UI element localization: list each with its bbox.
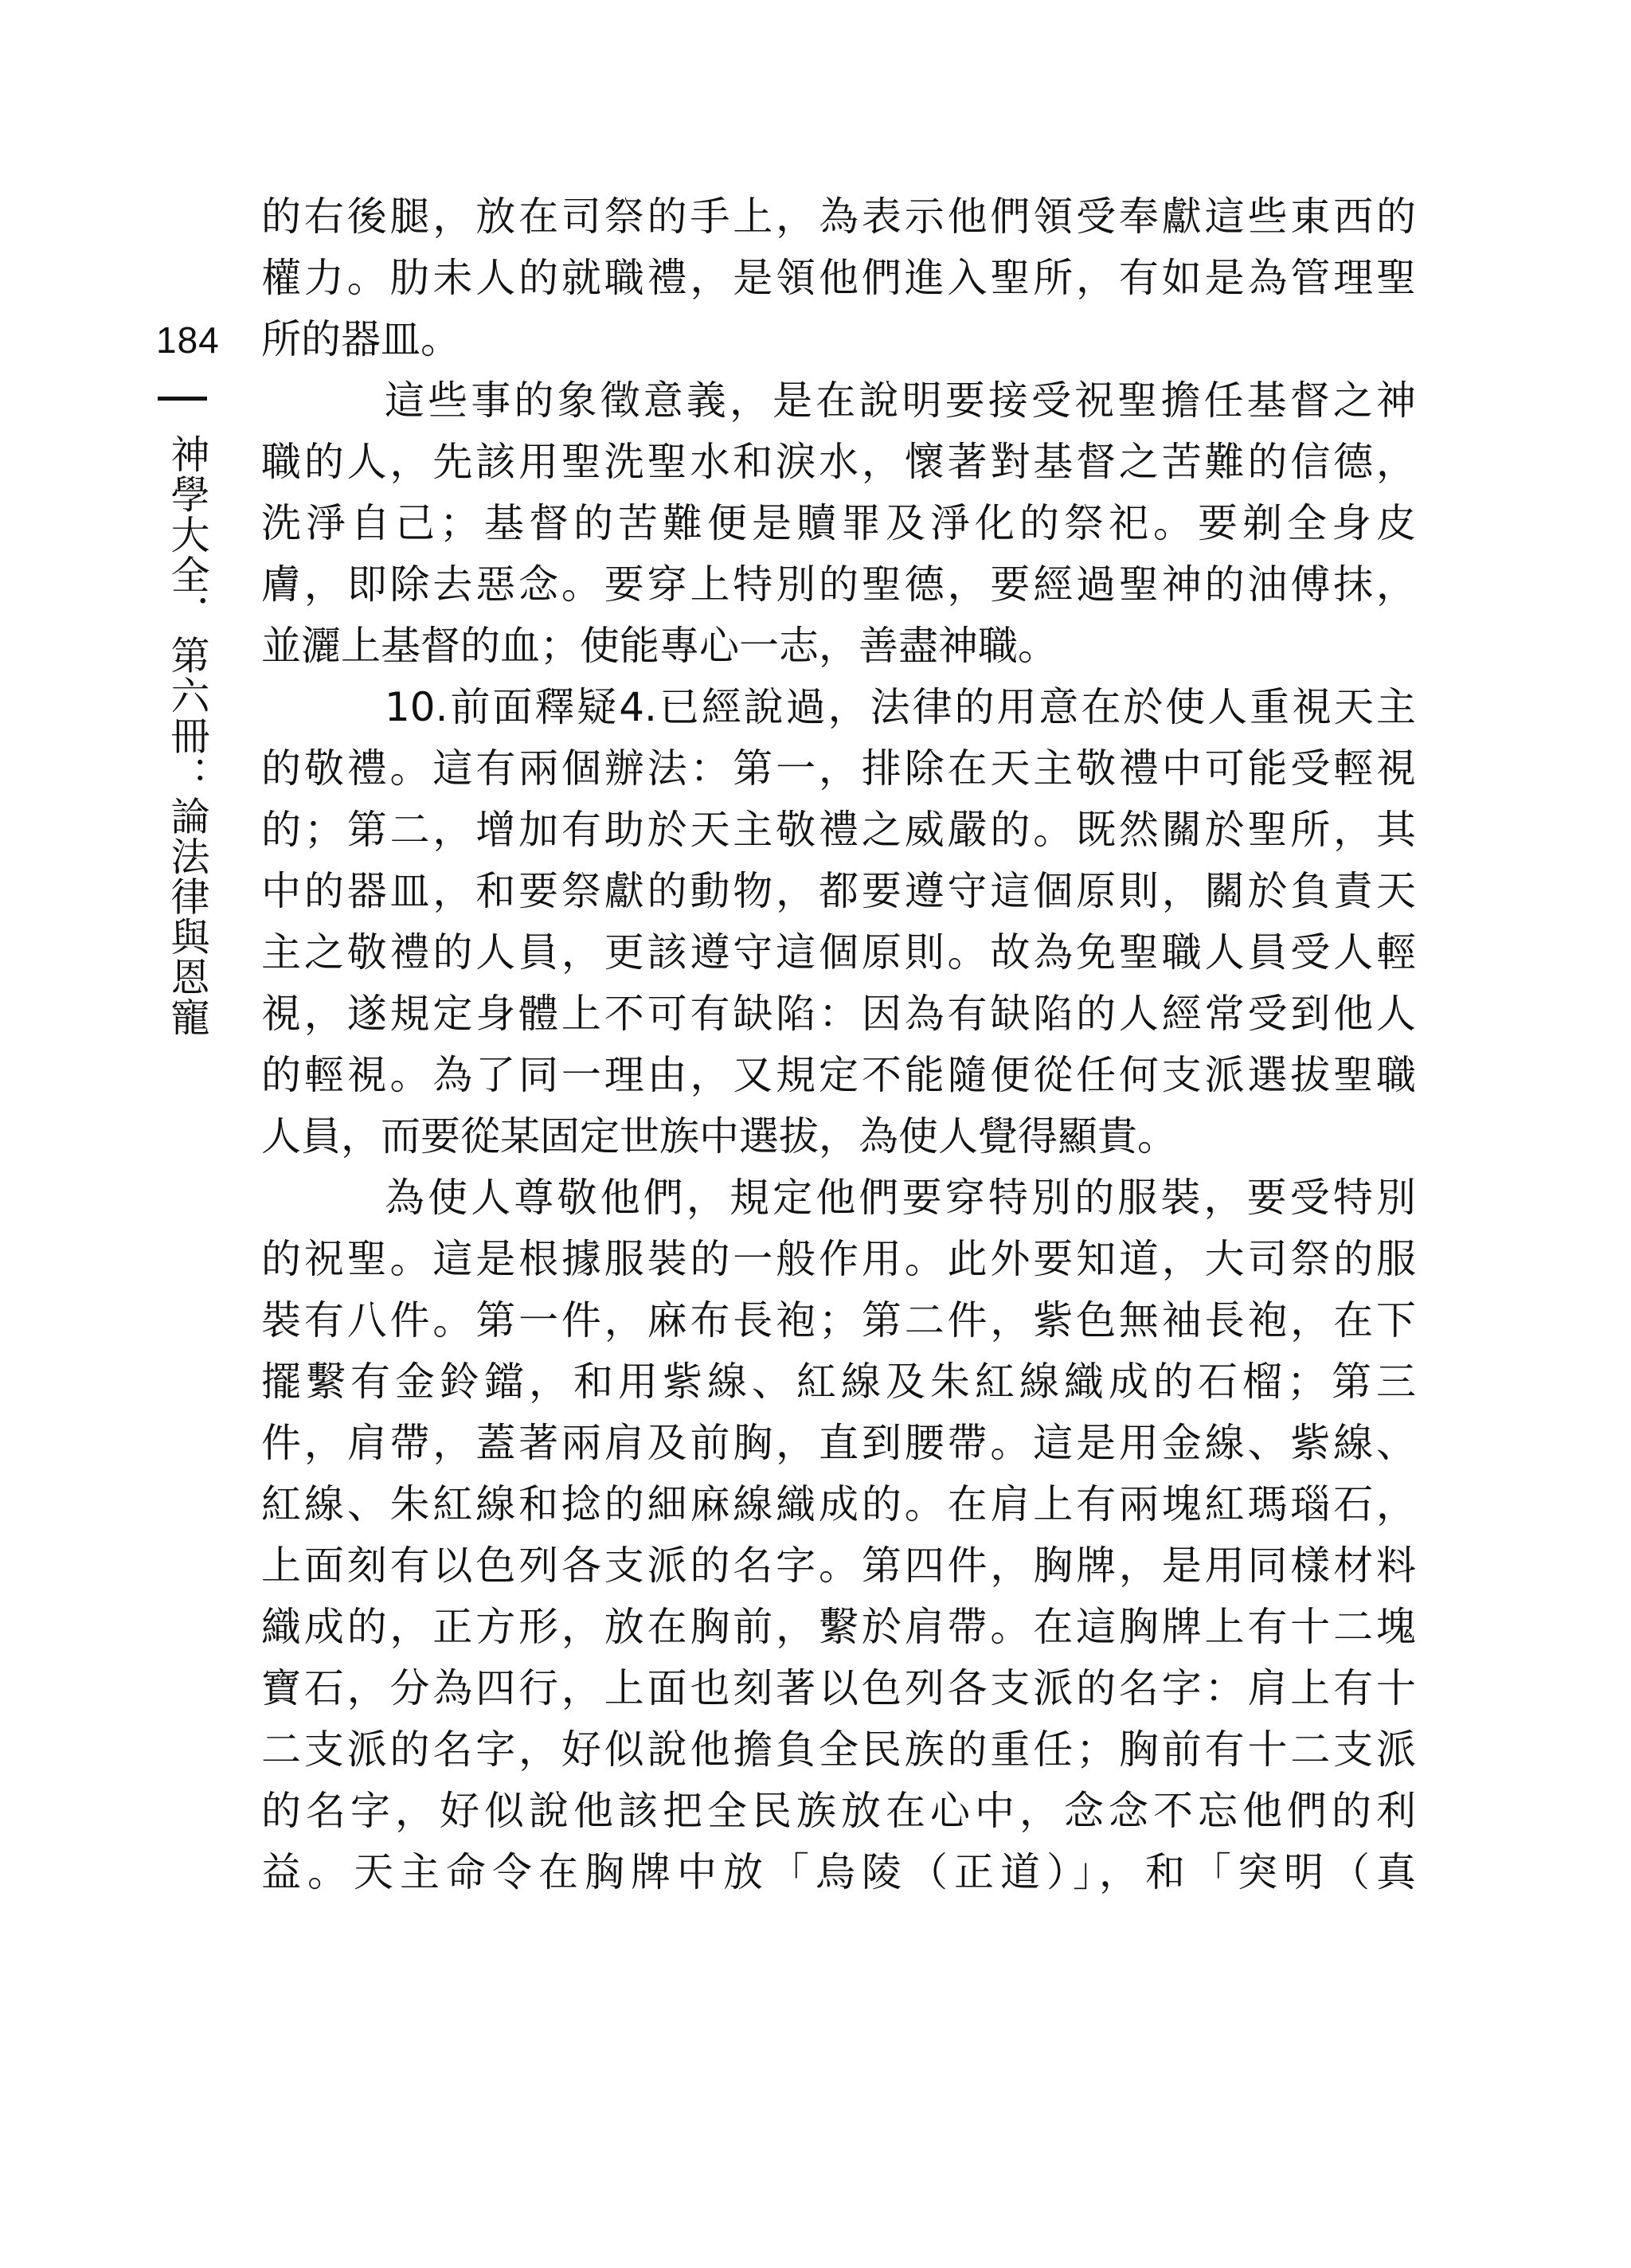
text-line: 權力。肋未人的就職禮，是領他們進入聖所，有如是為管理聖 [261,255,1416,301]
body-text [261,186,1416,1903]
text-line: 上面刻有以色列各支派的名字。第四件，胸牌，是用同樣材料 [261,1543,1416,1589]
text-line: 視，遂規定身體上不可有缺陷：因為有缺陷的人經常受到他人 [261,991,1416,1037]
text-line: 的右後腿，放在司祭的手上，為表示他們領受奉獻這些東西的 [261,194,1416,240]
page-number: 184 [156,319,220,361]
text-line: 所的器皿。 [261,316,460,362]
text-line: 裝有八件。第一件，麻布長袍；第二件，紫色無袖長袍，在下 [261,1297,1416,1343]
running-head-rule [158,397,207,401]
text-line: 的祝聖。這是根據服裝的一般作用。此外要知道，大司祭的服 [261,1236,1416,1282]
running-head: 神學大全．第六冊：論法律與恩寵 [165,434,210,1038]
text-line: 織成的，正方形，放在胸前，繫於肩帶。在這胸牌上有十二塊 [261,1604,1416,1650]
text-line: 件，肩帶，蓋著兩肩及前胸，直到腰帶。這是用金線、紫線、 [261,1420,1416,1466]
text-line: 的敬禮。這有兩個辦法：第一，排除在天主敬禮中可能受輕視 [261,745,1416,792]
text-line: 二支派的名字，好似說他擔負全民族的重任；胸前有十二支派 [261,1726,1416,1773]
text-line: 紅線、朱紅線和捻的細麻線織成的。在肩上有兩塊紅瑪瑙石， [261,1481,1416,1527]
text-line: 為使人尊敬他們，規定他們要穿特別的服裝，要受特別 [385,1175,1416,1221]
text-line: 中的器皿，和要祭獻的動物，都要遵守這個原則，關於負責天 [261,868,1416,914]
text-line: 人員，而要從某固定世族中選拔，為使人覺得顯貴。 [261,1113,1177,1159]
text-line: 益。天主命令在胸牌中放「烏陵（正道）」，和「突明（真 [261,1849,1416,1895]
text-line: 的輕視。為了同一理由，又規定不能隨便從任何支派選拔聖職 [261,1052,1416,1098]
text-line: 寶石，分為四行，上面也刻著以色列各支派的名字：肩上有十 [261,1665,1416,1711]
text-line: 膚，即除去惡念。要穿上特別的聖德，要經過聖神的油傅抹， [261,561,1416,608]
text-line: 的名字，好似說他該把全民族放在心中，念念不忘他們的利 [261,1788,1416,1834]
text-line: 職的人，先該用聖洗聖水和淚水，懷著對基督之苦難的信德， [261,439,1416,485]
text-line: 擺繫有金鈴鐺，和用紫線、紅線及朱紅線織成的石榴；第三 [261,1359,1416,1405]
text-line: 10.前面釋疑4.已經說過，法律的用意在於使人重視天主 [385,684,1416,730]
text-line: 主之敬禮的人員，更該遵守這個原則。故為免聖職人員受人輕 [261,929,1416,976]
text-line: 並灑上基督的血；使能專心一志，善盡神職。 [261,623,1058,669]
text-line: 的；第二，增加有助於天主敬禮之威嚴的。既然關於聖所，其 [261,807,1416,853]
text-line: 這些事的象徵意義，是在說明要接受祝聖擔任基督之神 [385,377,1416,424]
text-line: 洗淨自己；基督的苦難便是贖罪及淨化的祭祀。要剃全身皮 [261,500,1416,546]
